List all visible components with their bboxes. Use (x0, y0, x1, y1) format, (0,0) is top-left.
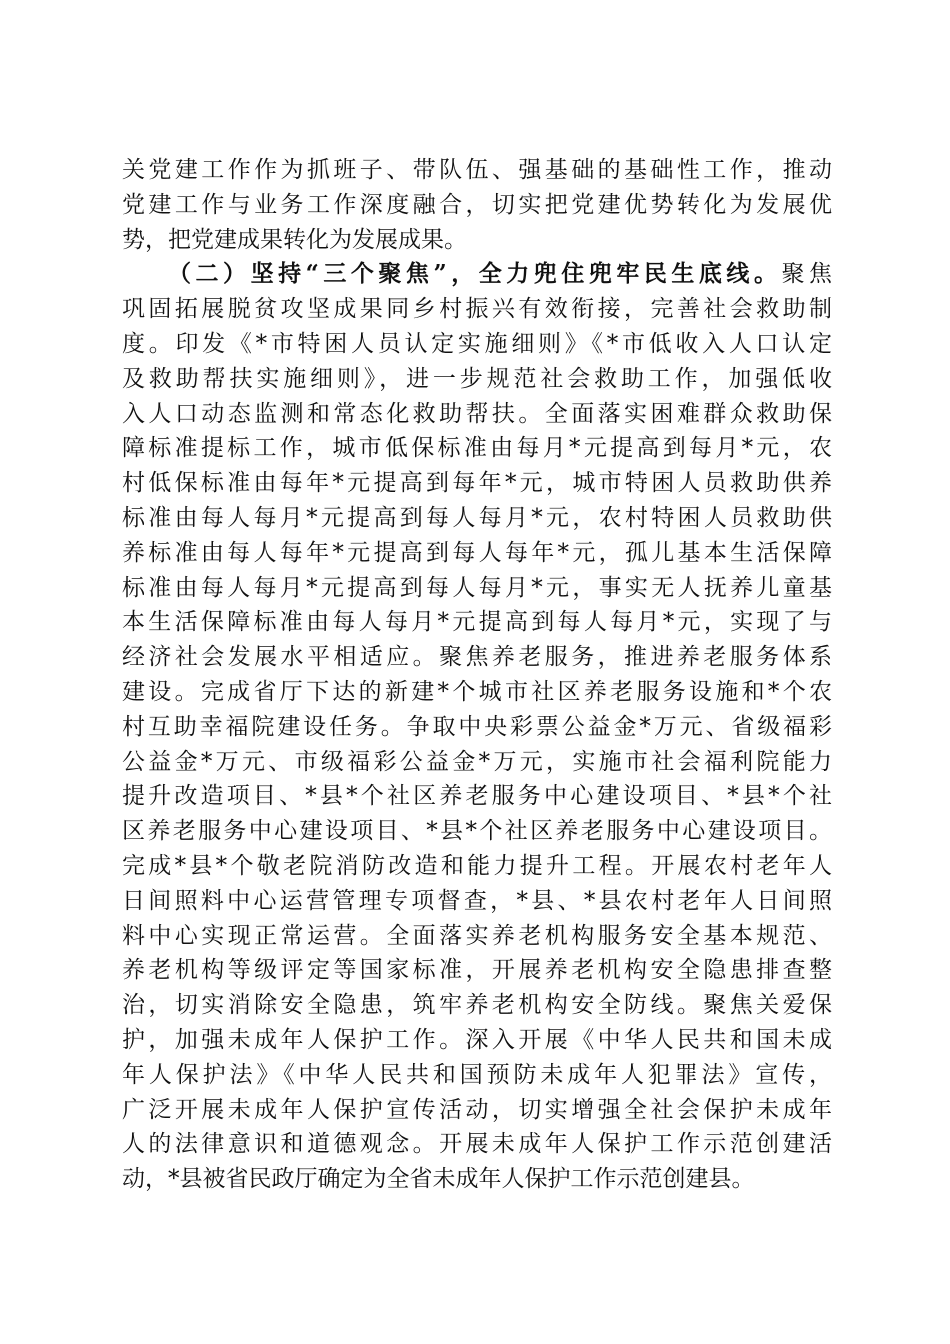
text-line: 护，加强未成年人保护工作。深入开展《中华人民共和国未成 (122, 1026, 832, 1053)
text-line: 标准由每人每月*元提高到每人每月*元，事实无人抚养儿童基 (122, 574, 832, 601)
text-line: 及救助帮扶实施细则》，进一步规范社会救助工作，加强低收 (122, 365, 832, 392)
text-line: 提升改造项目、*县*个社区养老服务中心建设项目、*县*个社 (122, 783, 832, 810)
text-line: 广泛开展未成年人保护宣传活动，切实增强全社会保护未成年 (122, 1096, 832, 1123)
text-line: 完成*县*个敬老院消防改造和能力提升工程。开展农村老年人 (122, 852, 832, 879)
text-line: 标准由每人每月*元提高到每人每月*元，农村特困人员救助供 (122, 504, 832, 531)
text-line: 村低保标准由每年*元提高到每年*元，城市特困人员救助供养 (122, 470, 832, 497)
text-line: 经济社会发展水平相适应。聚焦养老服务，推进养老服务体系 (122, 644, 832, 671)
text-line: 日间照料中心运营管理专项督查，*县、*县农村老年人日间照 (122, 887, 832, 914)
text-line: 人的法律意识和道德观念。开展未成年人保护工作示范创建活 (122, 1131, 832, 1158)
heading-line-continuation: 聚焦 (781, 261, 832, 288)
body-text (122, 153, 832, 1197)
text-line: 建设。完成省厅下达的新建*个城市社区养老服务设施和*个农 (122, 678, 832, 705)
text-line: 治，切实消除安全隐患，筑牢养老机构安全防线。聚焦关爱保 (122, 992, 832, 1019)
text-line: 养标准由每人每年*元提高到每人每年*元，孤儿基本生活保障 (122, 539, 832, 566)
text-line: 区养老服务中心建设项目、*县*个社区养老服务中心建设项目。 (122, 818, 832, 845)
text-line: 动，*县被省民政厅确定为全省未成年人保护工作示范创建县。 (122, 1166, 755, 1193)
text-line: 养老机构等级评定等国家标准，开展养老机构安全隐患排查整 (122, 957, 832, 984)
text-line: 度。印发《*市特困人员认定实施细则》《*市低收入人口认定 (122, 330, 832, 357)
section-heading: （二）坚持“三个聚焦”，全力兜住兜牢民生底线。 (168, 260, 782, 288)
text-line: 村互助幸福院建设任务。争取中央彩票公益金*万元、省级福彩 (122, 713, 832, 740)
text-line: 巩固拓展脱贫攻坚成果同乡村振兴有效衔接，完善社会救助制 (122, 296, 832, 323)
text-line: 公益金*万元、市级福彩公益金*万元，实施市社会福利院能力 (122, 748, 832, 775)
text-line: 本生活保障标准由每人每月*元提高到每人每月*元，实现了与 (122, 609, 832, 636)
text-line: 障标准提标工作，城市低保标准由每月*元提高到每月*元，农 (122, 435, 832, 462)
text-line: 党建工作与业务工作深度融合，切实把党建优势转化为发展优 (122, 191, 832, 218)
text-line: 势，把党建成果转化为发展成果。 (122, 226, 467, 253)
text-line: 年人保护法》《中华人民共和国预防未成年人犯罪法》宣传， (122, 1061, 832, 1088)
text-line: 料中心实现正常运营。全面落实养老机构服务安全基本规范、 (122, 922, 832, 949)
section-heading-line (122, 257, 832, 292)
text-line: 关党建工作作为抓班子、带队伍、强基础的基础性工作，推动 (122, 157, 832, 183)
text-line: 入人口动态监测和常态化救助帮扶。全面落实困难群众救助保 (122, 400, 832, 427)
